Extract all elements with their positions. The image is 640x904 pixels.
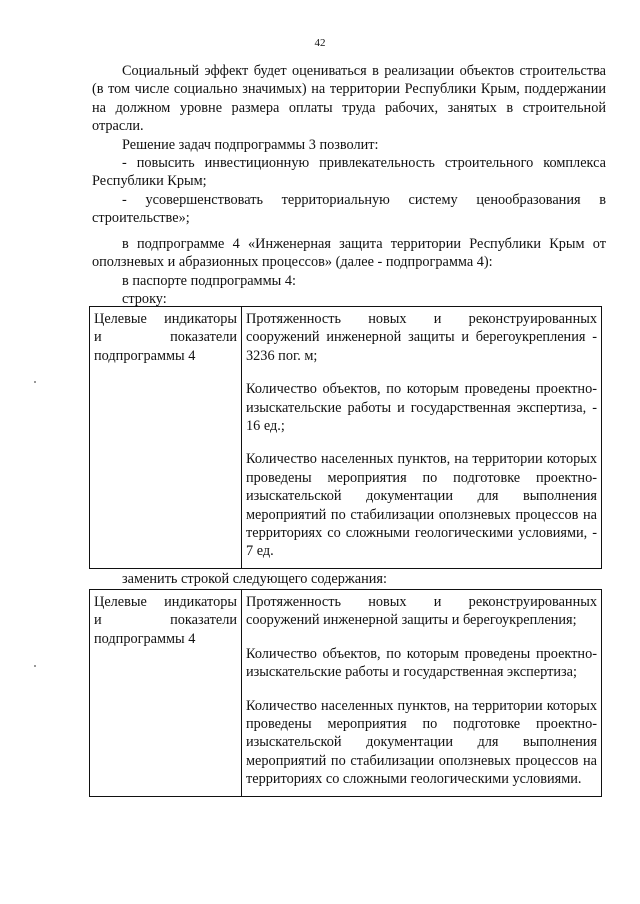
indicator-item: Количество объектов, по которым проведены проектно-изыскательские работы и государственная экспертиза; [246,645,597,681]
intro-block [92,62,606,228]
intro-paragraph-2: Решение задач подпрограммы 3 позволит: [122,136,379,153]
page-number: 42 [314,37,326,49]
table-row [90,307,602,569]
table-label-cell [90,590,242,797]
replace-block [92,570,606,588]
table-new-row [89,589,602,797]
replace-text: заменить строкой следующего содержания: [122,571,387,587]
indicator-item: Количество населенных пунктов, на территории которых проведены мероприятия по подготовке проектно-изыскательской документации для выполнения мероприятий по стабилизации оползневых процессов на территориях со сложными геологическими условиями, - 7 ед. [246,451,597,560]
section-paragraph-3: строку: [122,291,167,308]
label-line: и показатели [94,329,237,346]
indicator-item: Протяженность новых и реконструированных сооружений инженерной защиты и берегоукрепления - 3236 пог. м; [246,311,597,364]
table-content-cell [242,307,602,569]
table-content-cell [242,590,602,797]
label-line: Целевые индикаторы [94,311,237,327]
intro-paragraph-3: - повысить инвестиционную привлекательность строительного комплекса Республики Крым; [92,155,606,190]
table-row [90,590,602,797]
scan-speck [34,665,36,667]
label-line: подпрограммы 4 [94,630,196,647]
intro-paragraph-1: Социальный эффект будет оцениваться в реализации объектов строительства (в том числе социально значимых) на территории Республики Крым, поддержании на должном уровне размера оплаты труда рабочих, занятых в строительной отрасли. [92,63,606,135]
table-label-cell [90,307,242,569]
section-block [92,235,606,309]
indicator-item: Количество населенных пунктов, на территории которых проведены мероприятия по подготовке проектно-изыскательской документации для выполнения мероприятий по стабилизации оползневых процессов на территориях со сложными геологическими условиями. [246,697,597,788]
table-old-row [89,306,602,569]
label-line: Целевые индикаторы [94,594,237,610]
section-paragraph-1: в подпрограмме 4 «Инженерная защита территории Республики Крым от оползневых и абразионных процессов» (далее - подпрограмма 4): [92,236,606,271]
indicator-item: Количество объектов, по которым проведены проектно-изыскательские работы и государственная экспертиза, - 16 ед.; [246,381,597,435]
label-line: и показатели [94,612,237,629]
section-paragraph-2: в паспорте подпрограммы 4: [122,272,296,289]
label-line: подпрограммы 4 [94,347,196,364]
intro-paragraph-4: - усовершенствовать территориальную систему ценообразования в строительстве»; [92,191,606,227]
scan-speck [34,381,36,383]
indicator-item: Протяженность новых и реконструированных сооружений инженерной защиты и берегоукрепления; [246,594,597,629]
